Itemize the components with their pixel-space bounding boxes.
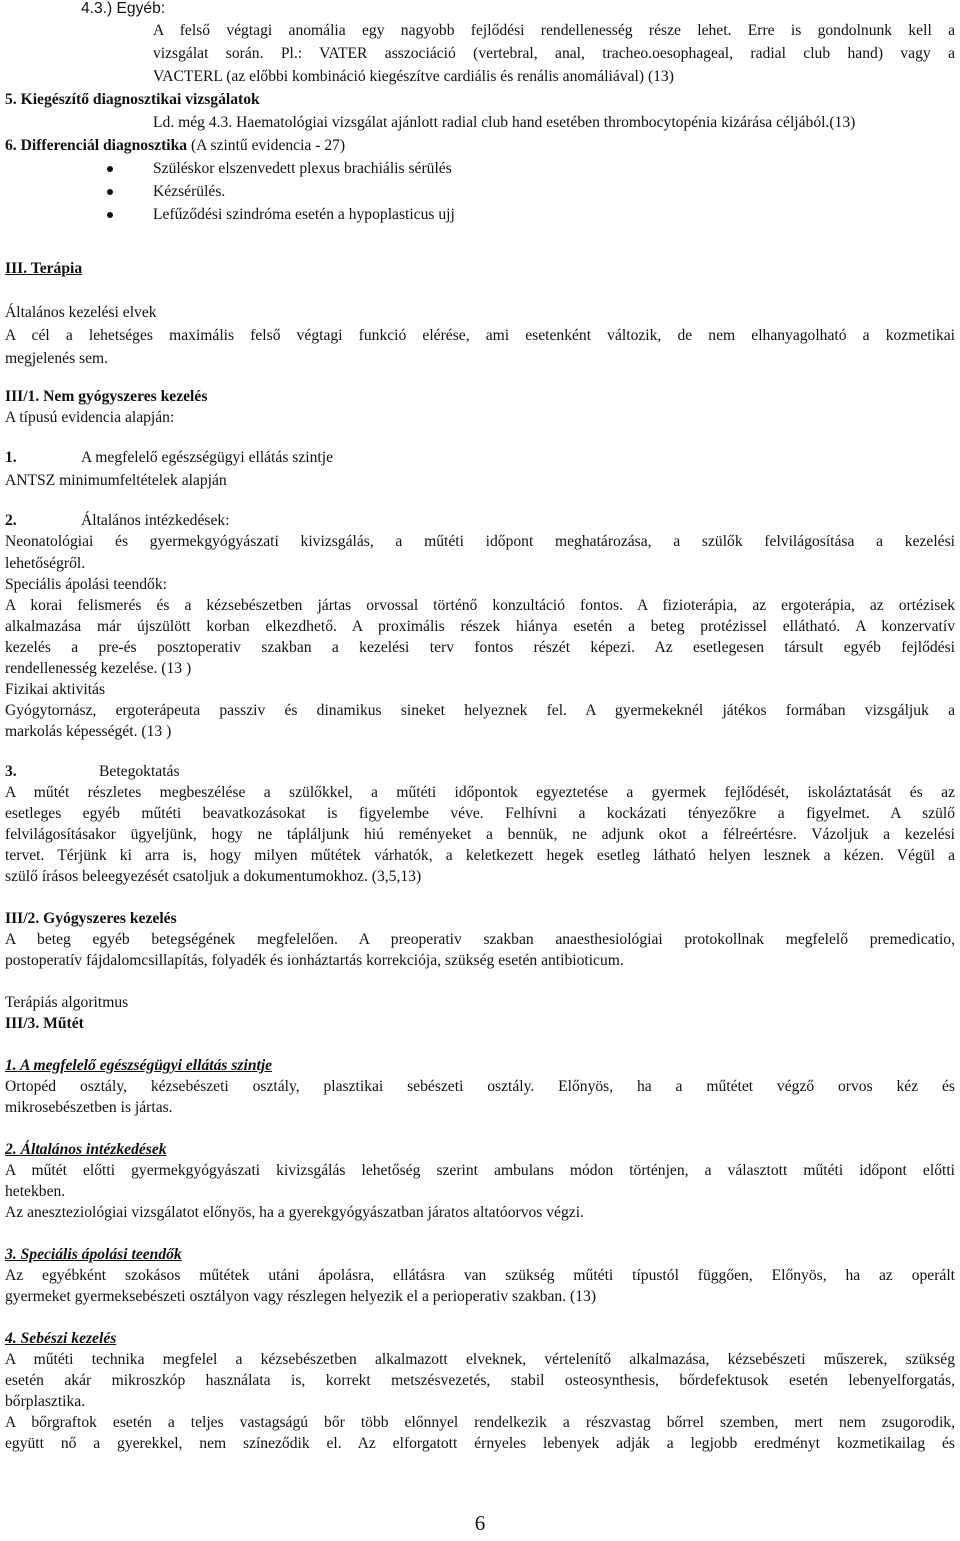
subheading-general-measures: 2. Általános intézkedések bbox=[5, 1141, 167, 1158]
paragraph-line: hetekben. bbox=[5, 1183, 66, 1200]
paragraph-line: A műtéti technika megfelel a kézsebészetben alkalmazott elveknek, vértelenítő alkalmazása, kézsebészeti műszerek, szükség bbox=[5, 1351, 955, 1368]
paragraph-line: Neonatológiai és gyermekgyógyászati kivizsgálás, a műtéti időpont meghatározása, a szülők felvilágosítása a kezelési bbox=[5, 533, 955, 550]
paragraph-line: kezelés a pre-és posztoperativ szakban a kezelési terv fontos részét képezi. Az esetlegesen társult egyéb fejlődési bbox=[5, 639, 955, 656]
paragraph-line: esetén akár mikroszkóp használata is, korrekt metszésvezetés, stabil osteosynthesis, bőrdefektusok esetén lebenyelforgatás, bbox=[5, 1372, 955, 1389]
paragraph-line: rendellenesség kezelése. (13 ) bbox=[5, 660, 192, 677]
paragraph-line: Az aneszteziológiai vizsgálatot előnyös, ha a gyerekgyógyászatban járatos altatóorvos végzi. bbox=[5, 1204, 584, 1221]
item-number: 3. bbox=[5, 763, 17, 780]
list-item: Szüléskor elszenvedett plexus brachiális sérülés bbox=[153, 160, 452, 177]
list-item: Kézsérülés. bbox=[153, 183, 226, 200]
paragraph-line: postoperatív fájdalomcsillapítás, folyadék és ionháztartás korrekciója, szükség esetén antibioticum. bbox=[5, 952, 624, 969]
evidence-note: A típusú evidencia alapján: bbox=[5, 409, 175, 426]
paragraph-line: A felső végtagi anomália egy nagyobb fejlődési rendellenesség része lehet. Erre is gondolnunk kell a bbox=[153, 22, 955, 39]
paragraph-line: szülő írásos beleegyezését csatoljuk a dokumentumokhoz. (3,5,13) bbox=[5, 868, 422, 885]
paragraph-line: alkalmazása már újszülött korban elkezdhető. A proximális részek hiánya esetén a beteg protézissel ellátható. A konzervatív bbox=[5, 618, 955, 635]
item-title: Betegoktatás bbox=[99, 763, 180, 780]
paragraph-line: bőrplasztika. bbox=[5, 1393, 86, 1410]
item-title: Általános intézkedések: bbox=[81, 512, 230, 529]
paragraph-line: Ld. még 4.3. Haematológiai vizsgálat ajánlott radial club hand esetében thrombocytopénia kizárása céljából.(13) bbox=[153, 114, 856, 131]
section-heading-diagnostics: 5. Kiegészítő diagnosztikai vizsgálatok bbox=[5, 91, 260, 108]
subheading-algorithm: Terápiás algoritmus bbox=[5, 994, 129, 1011]
paragraph-line: VACTERL (az előbbi kombináció kiegészítve cardiális és renális anomáliával) (13) bbox=[153, 68, 674, 85]
page-number: 6 bbox=[474, 1511, 486, 1535]
paragraph-line: megjelenés sem. bbox=[5, 350, 109, 367]
item-number: 2. bbox=[5, 512, 17, 529]
subheading-nursing: Speciális ápolási teendők: bbox=[5, 576, 167, 593]
heading-bold-part: 6. Differenciál diagnosztika bbox=[5, 137, 188, 154]
subheading-physical-activity: Fizikai aktivitás bbox=[5, 681, 106, 698]
section-heading-other: 4.3.) Egyéb: bbox=[81, 0, 166, 17]
item-number: 1. bbox=[5, 449, 17, 466]
paragraph-line: ANTSZ minimumfeltételek alapján bbox=[5, 472, 227, 489]
paragraph-line: markolás képességét. (13 ) bbox=[5, 723, 172, 740]
subheading-general-principles: Általános kezelési elvek bbox=[5, 304, 157, 321]
paragraph-line: A korai felismerés és a kézsebészetben jártas orvossal történő konzultáció fontos. A fizioterápia, az ergoterápia, az ortézisek bbox=[5, 597, 955, 614]
section-heading-surgery: III/3. Műtét bbox=[5, 1015, 84, 1032]
item-title: A megfelelő egészségügyi ellátás szintje bbox=[81, 449, 334, 466]
subheading-surgical-treatment: 4. Sebészi kezelés bbox=[5, 1330, 117, 1347]
paragraph-line: tervet. Térjünk ki arra is, hogy milyen műtétek várhatók, a keletkezett hegek esetleg látható helyen lesznek a kézen. Végül a bbox=[5, 847, 955, 864]
list-item: Lefűződési szindróma esetén a hypoplasticus ujj bbox=[153, 206, 455, 223]
paragraph-line: A bőrgraftok esetén a teljes vastagságú bőr több előnnyel rendelkezik a részvastag bőrrel szemben, mert nem zsugorodik, bbox=[5, 1414, 955, 1431]
paragraph-line: A műtét részletes megbeszélése a szülőkkel, a műtéti időpontok egyeztetése a gyermek fejlődését, iskoláztatását és az bbox=[5, 784, 955, 801]
section-heading-drug: III/2. Gyógyszeres kezelés bbox=[5, 910, 177, 927]
paragraph-line: lehetőségről. bbox=[5, 555, 86, 572]
section-heading-non-drug: III/1. Nem gyógyszeres kezelés bbox=[5, 388, 208, 405]
paragraph-line: Az egyébként szokásos műtétek utáni ápolásra, ellátásra van szükség műtéti típustól függően, Előnyös, ha az operált bbox=[5, 1267, 955, 1284]
bullet-icon bbox=[107, 166, 113, 172]
section-heading-differential bbox=[5, 134, 345, 157]
paragraph-line: együtt nő a gyerekkel, nem színeződik el. Az elforgatott érnyeles lebenyek adják a legjobb eredményt kozmetikailag és bbox=[5, 1435, 955, 1452]
paragraph-line: esetleges egyéb műtéti beavatkozásokat is figyelembe véve. Felhívni a kockázati tényezőkre a figyelmet. A szülő bbox=[5, 805, 955, 822]
paragraph-line: Ortopéd osztály, kézsebészeti osztály, plasztikai sebészeti osztály. Előnyös, ha a műtétet végző orvos kéz és bbox=[5, 1078, 955, 1095]
paragraph-line: gyermeket gyermeksebészeti osztályon vagy részlegen helyezik el a perioperativ szakban. (13) bbox=[5, 1288, 597, 1305]
paragraph-line: A cél a lehetséges maximális felső végtagi funkció elérése, ami esetenként változik, de nem elhanyagolható a kozmetikai bbox=[5, 327, 955, 344]
subheading-special-nursing: 3. Speciális ápolási teendők bbox=[5, 1246, 182, 1263]
paragraph-line: A beteg egyéb betegségének megfelelően. A preoperativ szakban anaesthesiológiai protokollnak megfelelő premedicatio, bbox=[5, 931, 955, 948]
paragraph-line: felvilágosításakor ügyeljünk, hogy ne tápláljunk hiú reményeket a bennük, ne adjunk okot a félreértésre. Vázoljuk a kezelési bbox=[5, 826, 955, 843]
chapter-heading-therapy: III. Terápia bbox=[5, 260, 83, 277]
paragraph-line: A műtét előtti gyermekgyógyászati kivizsgálás lehetőség szerint ambulans módon történjen, a választott műtéti időpont előtti bbox=[5, 1162, 955, 1179]
subheading-care-level: 1. A megfelelő egészségügyi ellátás szintje bbox=[5, 1057, 273, 1074]
paragraph-line: vizsgálat során. Pl.: VATER asszociáció (vertebral, anal, tracheo.oesophageal, radial club hand) vagy a bbox=[153, 45, 955, 62]
paragraph-line: Gyógytornász, ergoterápeuta passziv és dinamikus sineket helyeznek fel. A gyermekeknél játékos formában vizsgáljuk a bbox=[5, 702, 955, 719]
heading-evidence-part: (A szintű evidencia - 27) bbox=[187, 137, 346, 154]
bullet-icon bbox=[107, 189, 113, 195]
bullet-icon bbox=[107, 212, 113, 218]
paragraph-line: mikrosebészetben is jártas. bbox=[5, 1099, 173, 1116]
